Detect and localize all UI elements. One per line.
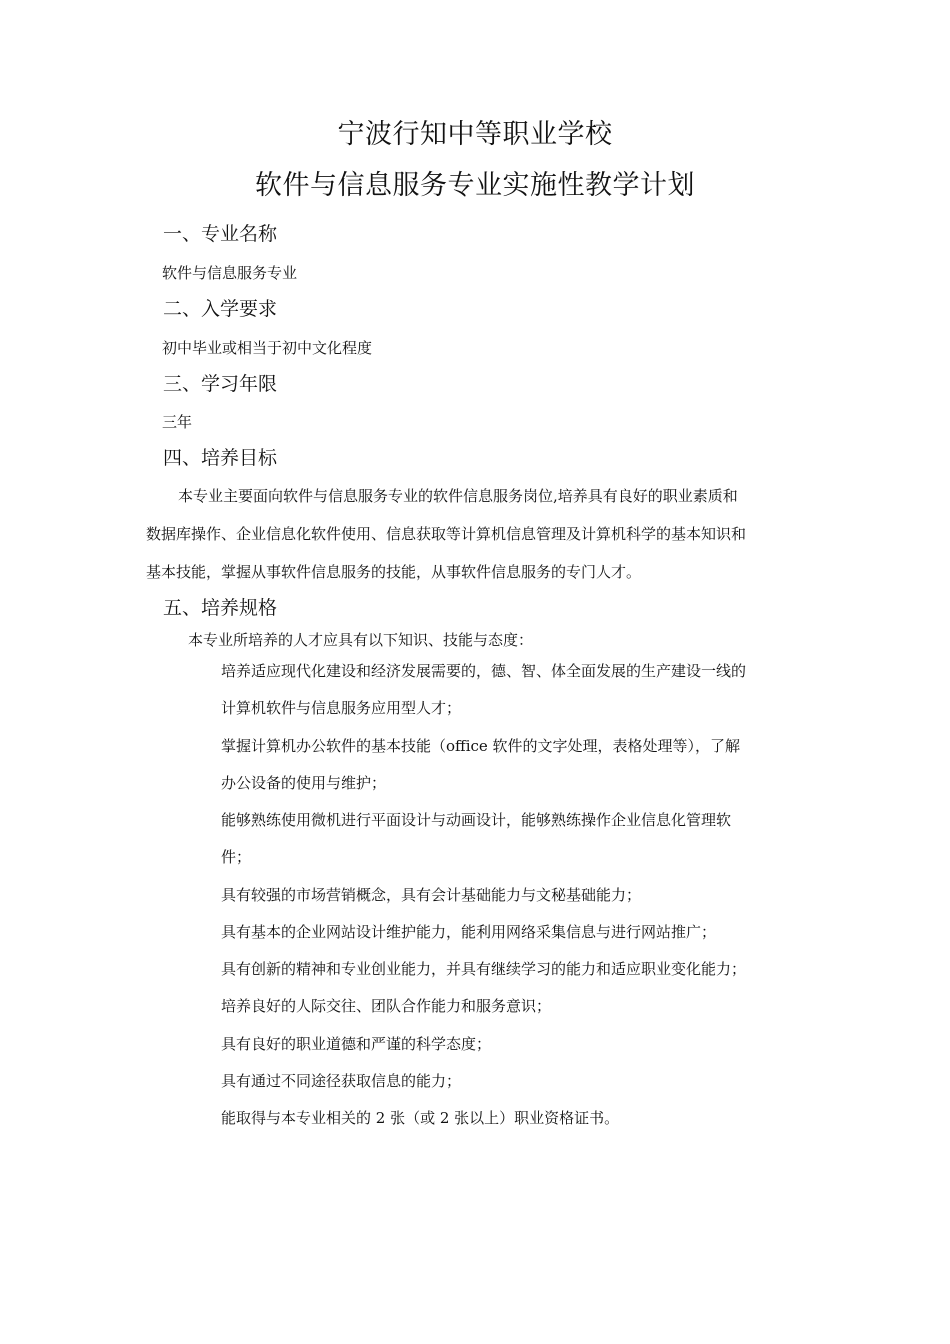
section-heading: 三、学习年限 [163, 373, 278, 395]
spec-item-line: 培养适应现代化建设和经济发展需要的，德、智、体全面发展的生产建设一线的 [221, 662, 747, 680]
spec-item-line: 具有基本的企业网站设计维护能力，能利用网络采集信息与进行网站推广； [221, 923, 717, 941]
spec-item-line: 掌握计算机办公软件的基本技能（office 软件的文字处理，表格处理等），了解 [221, 737, 741, 755]
section-content: 软件与信息服务专业 [162, 264, 298, 282]
objective-line: 数据库操作、企业信息化软件使用、信息获取等计算机信息管理及计算机科学的基本知识和 [146, 525, 747, 543]
spec-item-line: 具有良好的职业道德和严谨的科学态度； [221, 1035, 492, 1053]
spec-item-line: 具有较强的市场营销概念，具有会计基础能力与文秘基础能力； [221, 886, 642, 904]
section-content: 初中毕业或相当于初中文化程度 [162, 339, 373, 357]
spec-item-line: 件； [221, 848, 252, 866]
spec-item-line: 具有通过不同途径获取信息的能力； [221, 1072, 462, 1090]
spec-item-line: 能够熟练使用微机进行平面设计与动画设计，能够熟练操作企业信息化管理软 [221, 811, 732, 829]
section-heading: 五、培养规格 [163, 597, 278, 619]
school-title: 宁波行知中等职业学校 [337, 119, 613, 150]
spec-item-line: 能取得与本专业相关的 2 张（或 2 张以上）职业资格证书。 [221, 1109, 620, 1127]
section-heading: 二、入学要求 [163, 298, 278, 320]
plan-title: 软件与信息服务专业实施性教学计划 [255, 170, 695, 201]
spec-item-line: 具有创新的精神和专业创业能力，并具有继续学习的能力和适应职业变化能力； [221, 960, 747, 978]
section-heading: 一、专业名称 [163, 223, 278, 245]
spec-item-line: 计算机软件与信息服务应用型人才； [221, 699, 462, 717]
spec-item-line: 培养良好的人际交往、团队合作能力和服务意识； [221, 997, 552, 1015]
section-content: 三年 [162, 413, 193, 431]
objective-line: 基本技能，掌握从事软件信息服务的技能，从事软件信息服务的专门人才。 [146, 563, 642, 581]
spec-intro: 本专业所培养的人才应具有以下知识、技能与态度： [188, 631, 534, 649]
objective-line: 本专业主要面向软件与信息服务专业的软件信息服务岗位,培养具有良好的职业素质和 [178, 487, 738, 505]
section-heading: 四、培养目标 [163, 447, 278, 469]
spec-item-line: 办公设备的使用与维护； [221, 774, 387, 792]
